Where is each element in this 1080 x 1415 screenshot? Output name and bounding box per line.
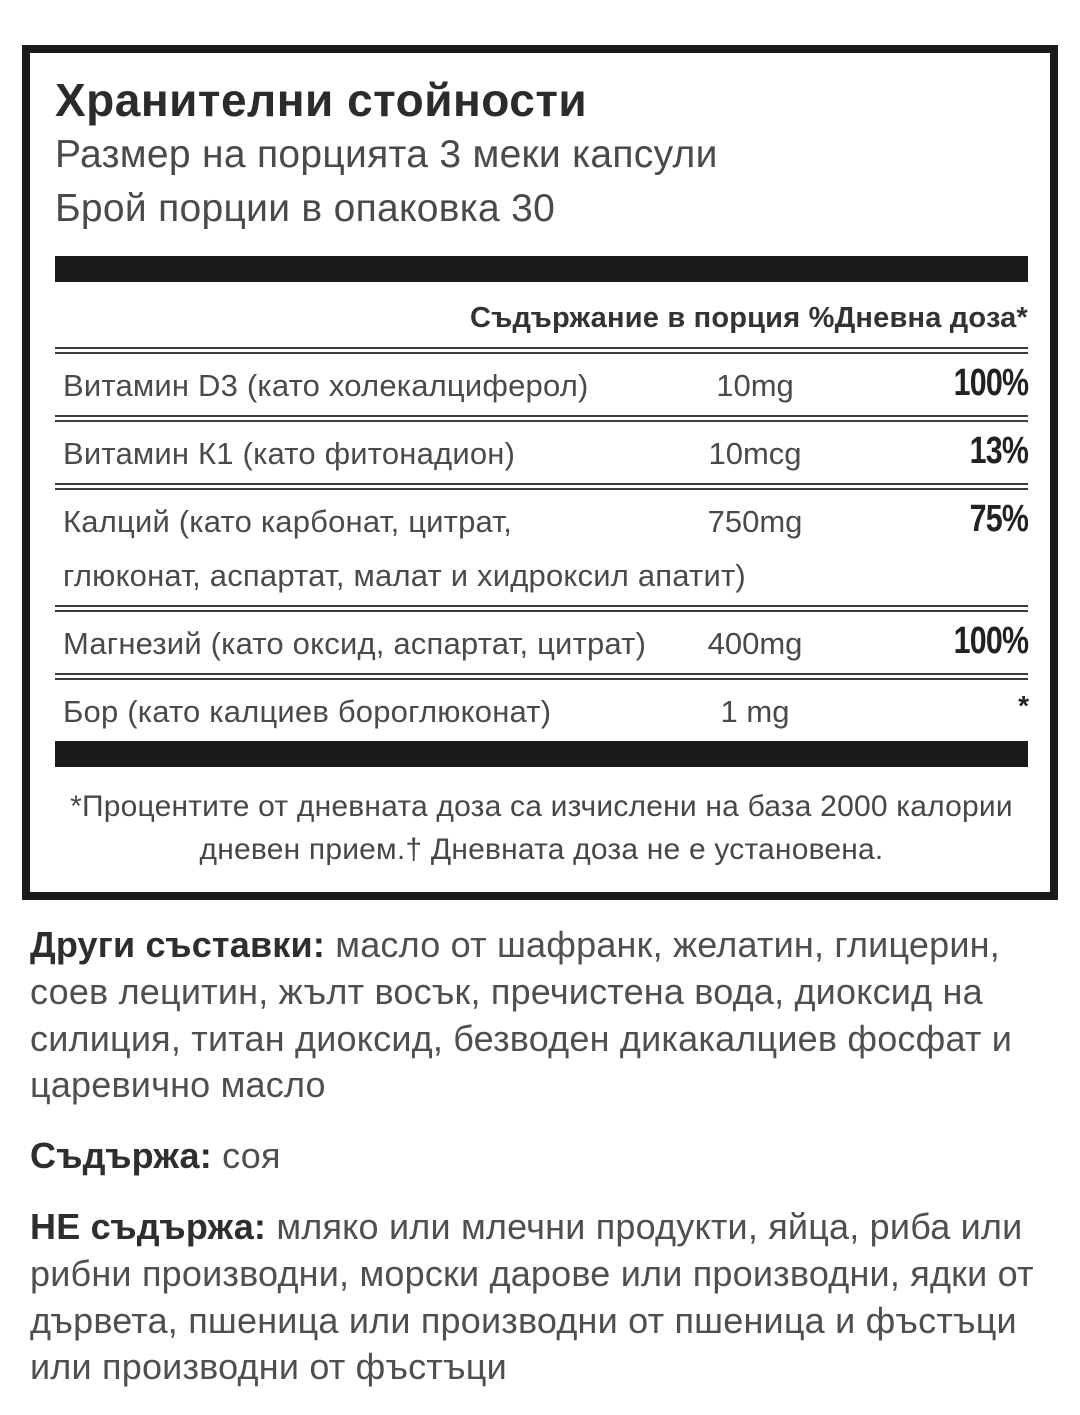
nutrient-name: Калций (като карбонат, цитрат, глюконат, аспартат, малат и хидроксил апатит) — [63, 504, 1028, 594]
row-separator — [55, 483, 1028, 490]
nutrient-row — [55, 680, 1028, 741]
nutrient-daily-value: 13% — [969, 429, 1028, 472]
row-separator — [55, 673, 1028, 680]
nutrient-name-continued: глюконат, аспартат, малат и хидроксил апатит) — [63, 557, 746, 593]
nutrient-name: Витамин D3 (като холекалциферол) — [63, 367, 589, 403]
nutrient-table — [55, 347, 1028, 741]
panel-title: Хранителни стойности — [55, 74, 588, 126]
nutrient-name: Витамин К1 (като фитонадион) — [63, 435, 516, 471]
nutrient-amount: 400mg — [707, 625, 803, 661]
section-label: Съдържа: — [30, 1135, 212, 1177]
nutrient-name: Магнезий (като оксид, аспартат, цитрат) — [63, 625, 647, 661]
section-label: Други съставки: — [30, 924, 326, 965]
nutrient-daily-value: 100% — [953, 619, 1028, 662]
ingredient-section: Други съставки: масло от шафранк, желатин, глицерин, соев лецитин, жълт восък, пречистена вода, диоксид на силиция, титан диоксид, безводен дикакалциев фосфат и царевично масло — [30, 924, 1013, 1106]
divider-bar-top — [55, 256, 1028, 282]
row-separator — [55, 415, 1028, 422]
nutrient-name: Бор (като калциев бороглюконат) — [63, 693, 552, 729]
ingredient-section: Съдържа: соя — [30, 1135, 281, 1177]
nutrient-amount: 10mcg — [708, 435, 802, 471]
nutrient-amount: 1 mg — [720, 693, 790, 729]
section-label: НЕ съдържа: — [30, 1205, 267, 1247]
row-separator — [55, 605, 1028, 612]
nutrient-daily-value: * — [1018, 689, 1028, 721]
servings-per-pack: Брой порции в опаковка 30 — [55, 187, 556, 230]
daily-value-footnote: *Процентите от дневната доза са изчислени на база 2000 калории дневен прием.† Дневната доза не е установена. — [70, 789, 1013, 867]
nutrient-row — [55, 354, 1028, 415]
ingredient-section: НЕ съдържа: мляко или млечни продукти, яйца, риба или рибни производни, морски дарове или производни, ядки от дървета, пшеница или производни от пшеница и фъстъци или производни от фъстъци — [30, 1205, 1034, 1388]
nutrient-daily-value: 75% — [969, 497, 1028, 540]
nutrient-amount: 750mg — [707, 503, 803, 539]
nutrient-row — [55, 422, 1028, 483]
ingredient-sections — [30, 922, 1052, 1415]
nutrient-row — [55, 612, 1028, 673]
nutrient-amount: 10mg — [716, 367, 794, 403]
table-column-header: Съдържание в порция %Дневна доза* — [469, 301, 1028, 334]
nutrition-facts-panel — [22, 45, 1058, 900]
serving-size: Размер на порцията 3 меки капсули — [55, 133, 718, 177]
nutrient-row — [55, 490, 1028, 605]
nutrient-daily-value: 100% — [953, 361, 1028, 404]
row-separator — [55, 347, 1028, 354]
divider-bar-bottom — [55, 741, 1028, 767]
